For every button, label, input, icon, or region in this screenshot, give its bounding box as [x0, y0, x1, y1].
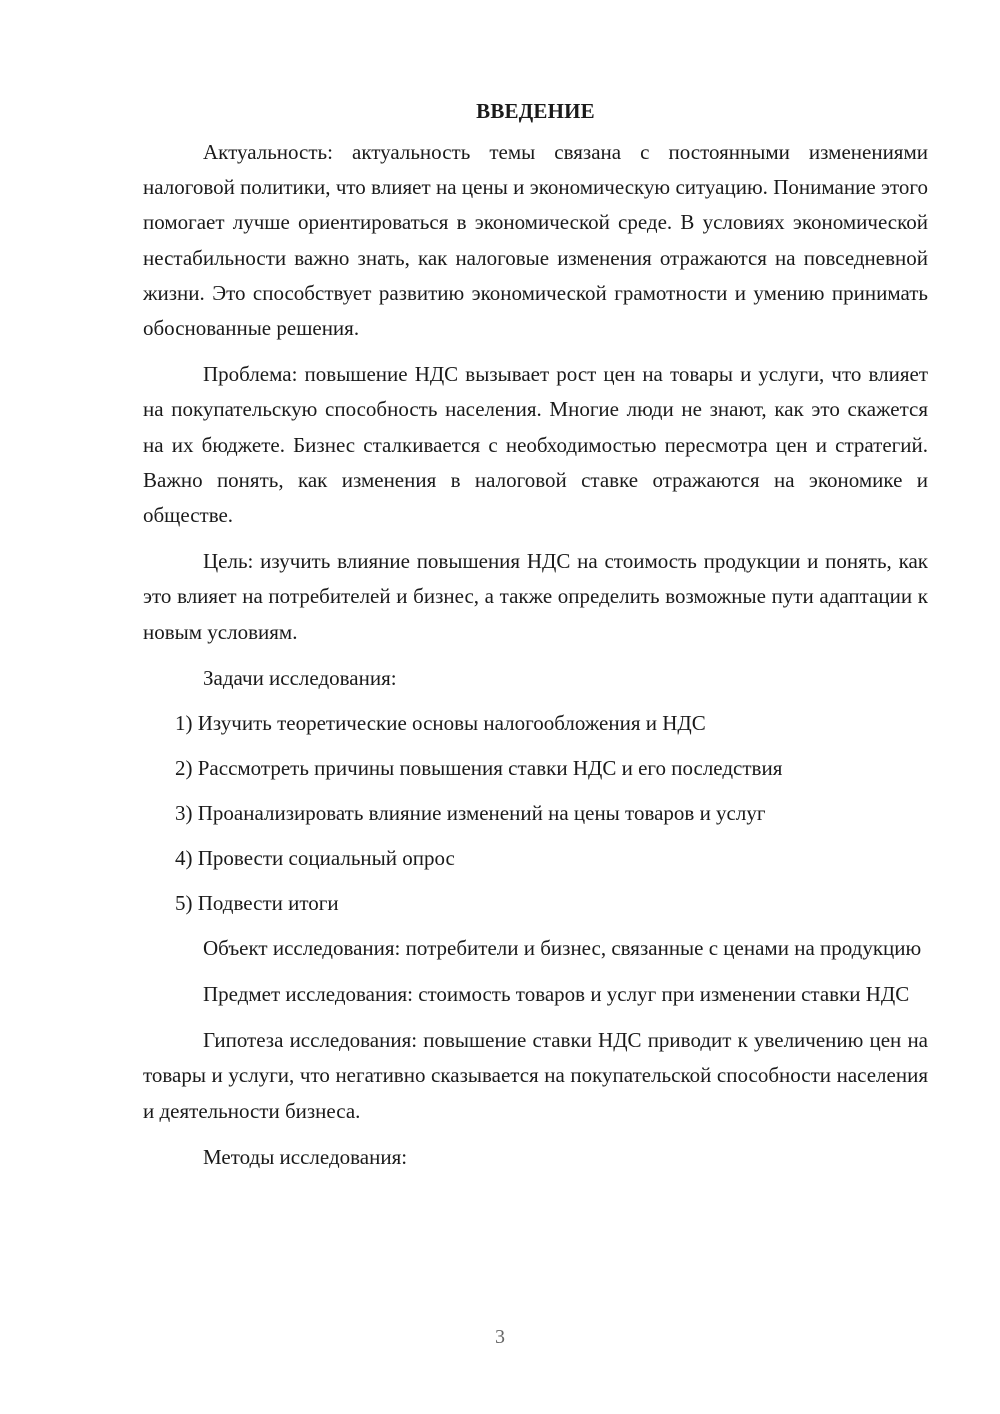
task-item: 4) Провести социальный опрос: [175, 845, 455, 870]
subject-paragraph: Предмет исследования: стоимость товаров и услуг при изменении ставки НДС: [203, 982, 910, 1007]
problem-paragraph: Проблема: повышение НДС вызывает рост цен на товары и услуги, что влияет на покупательскую способность населения. Многие люди не знают, как это скажется на их бюджете. Бизнес сталкивается с необходимостью пересмотра цен и стратегий. Важно понять, как изменения в налоговой ставке отражаются на экономике и обществе.: [143, 362, 928, 528]
section-title: ВВЕДЕНИЕ: [476, 99, 595, 123]
object-paragraph: Объект исследования: потребители и бизнес, связанные с ценами на продукцию: [203, 935, 922, 960]
task-item: 2) Рассмотреть причины повышения ставки НДС и его последствия: [175, 755, 783, 780]
goal-paragraph: Цель: изучить влияние повышения НДС на стоимость продукции и понять, как это влияет на потребителей и бизнес, а также определить возможные пути адаптации к новым условиям.: [143, 549, 928, 644]
task-item: 5) Подвести итоги: [175, 890, 339, 915]
tasks-list: [143, 706, 928, 921]
task-item: 3) Проанализировать влияние изменений на цены товаров и услуг: [175, 800, 766, 825]
tasks-heading: Задачи исследования:: [203, 665, 397, 690]
methods-heading: Методы исследования:: [203, 1144, 408, 1169]
document-page: [143, 94, 928, 1185]
relevance-paragraph: Актуальность: актуальность темы связана с постоянными изменениями налоговой политики, что влияет на цены и экономическую ситуацию. Понимание этого помогает лучше ориентироваться в экономической среде. В условиях экономической нестабильности важно знать, как налоговые изменения отражаются на повседневной жизни. Это способствует развитию экономической грамотности и умению принимать обоснованные решения.: [143, 140, 928, 341]
hypothesis-paragraph: Гипотеза исследования: повышение ставки НДС приводит к увеличению цен на товары и услуги, что негативно сказывается на покупательской способности населения и деятельности бизнеса.: [143, 1028, 928, 1123]
page-number: 3: [495, 1326, 505, 1348]
task-item: 1) Изучить теоретические основы налогообложения и НДС: [175, 710, 706, 735]
